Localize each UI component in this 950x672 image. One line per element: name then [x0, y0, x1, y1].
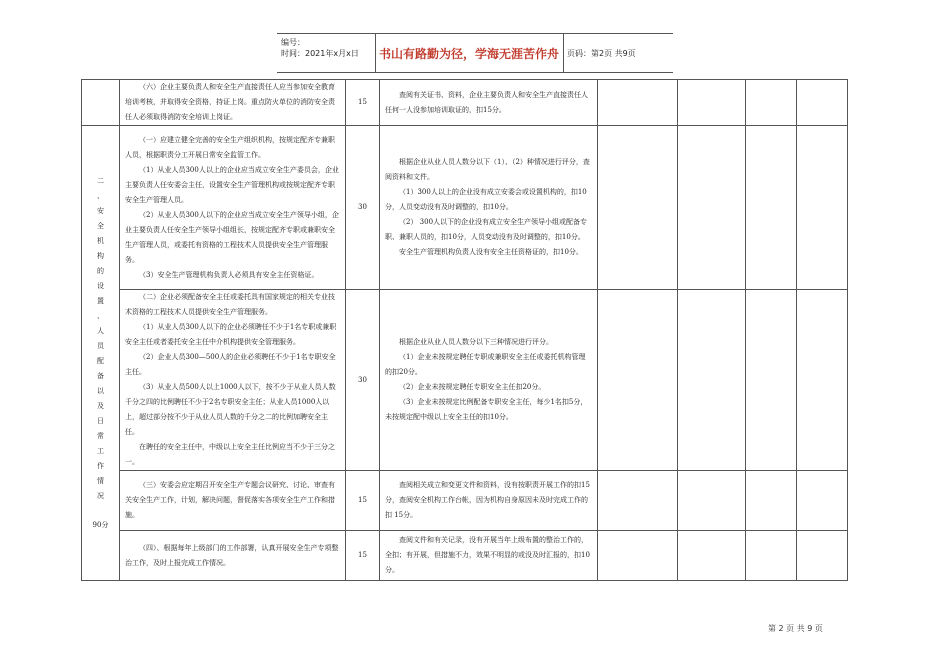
blank-cell	[598, 80, 678, 126]
category-char: 员	[97, 341, 104, 350]
category-char: 二	[97, 176, 104, 185]
blank-cell	[598, 531, 678, 581]
category-score: 90分	[92, 520, 109, 529]
blank-cell	[746, 80, 797, 126]
content-paragraph: （四）、根据每年上级部门的工作部署，认真开展安全生产专项整治工作，及时上报完成工作情况。	[125, 543, 339, 567]
category-char: 全	[97, 221, 104, 230]
category-char: 的	[97, 266, 104, 275]
table-row	[82, 471, 848, 531]
blank-cell	[746, 290, 797, 471]
content-paragraph: （1）从业人员300人以上的企业应当成立安全生产委员会，企业主要负责人任安委会主任，设置安全生产管理机构或按规定配齐专职安全生产管理人员。	[125, 165, 339, 204]
method-paragraph: 根据企业从业人员人数分以下三种情况进行评分。	[399, 338, 553, 346]
blank-cell	[797, 531, 848, 581]
content-cell	[120, 290, 346, 471]
header-divider	[563, 34, 564, 72]
content-paragraph: （3）安全生产管理机构负责人必须具有安全主任资格证。	[139, 270, 319, 279]
content-cell	[120, 126, 346, 290]
content-cell	[120, 80, 346, 126]
category-char: 人	[97, 326, 104, 335]
blank-cell	[82, 80, 120, 126]
category-char: 设	[97, 281, 104, 290]
blank-cell	[678, 80, 746, 126]
content-paragraph: 在聘任的安全主任中，中级以上安全主任比例应当不少于三分之一。	[125, 443, 335, 466]
motto-text: 书山有路勤为径，学海无涯苦作舟	[378, 47, 559, 61]
number-label: 编号：	[281, 38, 305, 47]
content-paragraph: （3）从业人员500人以上1000人以下，按不少于从业人员人数千分之四的比例聘任不少于2名专职安全主任；从业人员1000人以上，超过部分按不少于从业人员人数的千分之二的比例加聘安全主任。	[125, 383, 336, 436]
category-char: 及	[97, 401, 104, 410]
table-row	[82, 290, 848, 471]
score-cell: 30	[346, 126, 380, 290]
category-char: 构	[97, 251, 104, 260]
content-paragraph: （一）应建立健全完善的安全生产组织机构，按规定配齐专兼职人员，根据职责分工开展日常安全监管工作。	[125, 135, 335, 159]
blank-cell	[746, 531, 797, 581]
content-paragraph: （三）安委会应定期召开安全生产专题会议研究、讨论、审查有关安全生产工作，计划，解决问题，督促落实各项安全生产工作和措施。	[125, 481, 335, 519]
category-char: 、	[97, 191, 104, 200]
blank-cell	[797, 126, 848, 290]
score-cell: 30	[346, 290, 380, 471]
blank-cell	[746, 471, 797, 531]
method-cell	[380, 80, 598, 126]
category-char: 以	[97, 386, 104, 395]
category-char: 工	[97, 446, 104, 455]
method-paragraph: （1）企业未按规定聘任专职或兼职安全主任或委托机构管理的扣20分。	[385, 353, 586, 376]
category-char: 日	[97, 416, 104, 425]
blank-cell	[678, 531, 746, 581]
method-cell	[380, 126, 598, 290]
table-row	[82, 80, 848, 126]
method-paragraph: 安全生产管理机构负责人没有安全主任资格证的，扣10分。	[399, 248, 583, 256]
blank-cell	[678, 126, 746, 290]
category-char: 备	[97, 371, 104, 380]
method-paragraph: 查阅有关证书、资料，企业主要负责人和安全生产直接责任人任何一人没参加培训取证的，扣15分。	[385, 90, 588, 114]
content-paragraph: （2）从业人员300人以下的企业应当成立安全生产领导小组，企业主要负责人任安全生产领导小组组长，按规定配齐专职或兼职安全生产管理人员，或委托有资格的工程技术人员提供安全生产管理服务。	[125, 210, 339, 264]
score-cell: 15	[346, 531, 380, 581]
content-paragraph: （二）企业必须配备安全主任或委托具有国家规定的相关专业技术资格的工程技术人员提供安全生产管理服务。	[125, 293, 335, 316]
category-cell	[82, 126, 120, 581]
method-paragraph: （2） 300人以下的企业没有成立安全生产领导小组或配备专职、兼职人员的，扣10分，人员变动没有及时调整的，扣10分。	[385, 218, 588, 241]
content-cell	[120, 471, 346, 531]
table-row	[82, 126, 848, 290]
method-cell	[380, 531, 598, 581]
method-paragraph: （2）企业未按规定聘任专职安全主任扣20分。	[399, 383, 546, 391]
category-char: 、	[97, 311, 104, 320]
blank-cell	[598, 290, 678, 471]
assessment-table	[81, 79, 848, 581]
method-paragraph: （1）300人以上的企业没有成立安委会或设置机构的，扣10分，人员变动没有及时调整的，扣10分。	[385, 188, 587, 211]
score-cell: 15	[346, 471, 380, 531]
method-cell	[380, 471, 598, 531]
method-paragraph: 查阅文件和有关记录，没有开展当年上级布置的整治工作的，全扣；有开展，但措施不力，效果不明显的或没及时汇报的，扣10分。	[385, 536, 590, 574]
category-char: 安	[97, 206, 104, 215]
time-label: 时间：2021年x月x日	[281, 49, 359, 58]
blank-cell	[797, 471, 848, 531]
blank-cell	[678, 471, 746, 531]
blank-cell	[678, 290, 746, 471]
blank-cell	[746, 126, 797, 290]
category-char: 况	[97, 491, 104, 500]
category-char: 情	[97, 476, 104, 485]
method-paragraph: （3）企业未按规定比例配备专职安全主任，每少1名扣5分，未按规定配中级以上安全主任的扣10分。	[385, 398, 588, 421]
category-char: 配	[97, 356, 104, 365]
score-cell: 15	[346, 80, 380, 126]
method-paragraph: 查阅相关成立和变更文件和资料，没有按职责开展工作的扣15分，查阅安全机构工作台帐，因为机构自身原因未及时完成工作的扣 15分。	[385, 481, 590, 519]
table-row	[82, 531, 848, 581]
blank-cell	[598, 126, 678, 290]
blank-cell	[797, 80, 848, 126]
method-paragraph: 根据企业从业人员人数分以下（1）、（2）种情况进行评分，查阅资料和文件。	[385, 158, 590, 181]
method-cell	[380, 290, 598, 471]
page-header	[277, 33, 673, 73]
page-footer: 第 2 页 共 9 页	[768, 624, 823, 633]
content-paragraph: （2）企业人员300—500人的企业必须聘任不少于1名专职安全主任。	[125, 353, 336, 376]
content-paragraph: （六）企业主要负责人和安全生产直接责任人应当参加安全教育培训考核，并取得安全资格，持证上岗。重点防火单位的消防安全责任人必须取得消防安全培训上岗证。	[125, 83, 335, 121]
category-char: 机	[97, 236, 104, 245]
content-paragraph: （1）从业人员300人以下的企业必须聘任不少于1名专职或兼职安全主任或者委托安全主任中介机构提供安全管理服务。	[125, 323, 337, 346]
category-char: 常	[97, 431, 104, 440]
page-number-label: 页码：第2页 共9页	[567, 49, 636, 58]
category-char: 置	[97, 296, 104, 305]
category-char: 作	[97, 461, 104, 470]
blank-cell	[797, 290, 848, 471]
content-cell	[120, 531, 346, 581]
table-body	[82, 80, 848, 581]
blank-cell	[598, 471, 678, 531]
